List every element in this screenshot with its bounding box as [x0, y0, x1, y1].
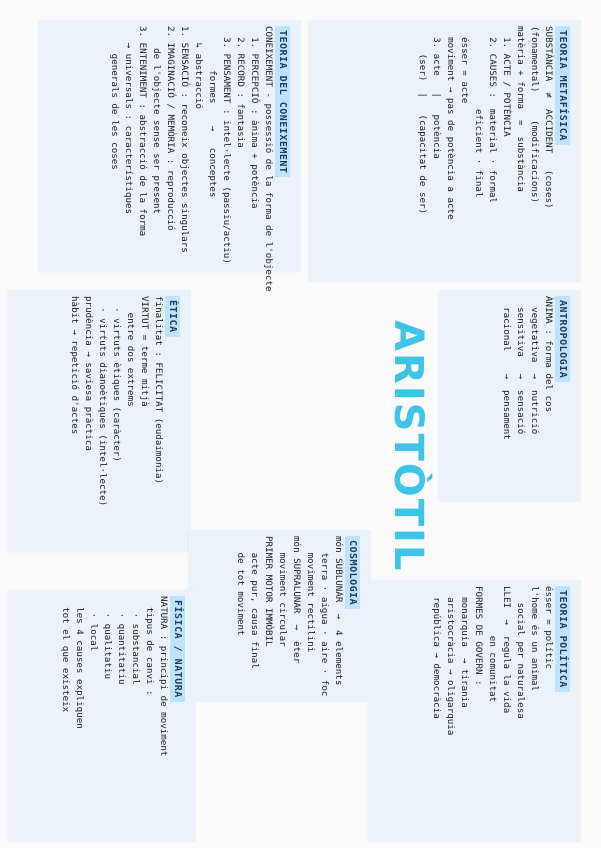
card-heading: COSMOLOGIA [345, 536, 360, 609]
card-line: formes → conceptes [207, 26, 218, 198]
card-line: de tot moviment [235, 536, 246, 636]
card-body [429, 586, 555, 836]
card-teoria-metafisica [309, 20, 581, 282]
card-line: moviment → pas de potència a acte [445, 26, 456, 220]
card-body [58, 596, 170, 836]
card-line: matèria + forma = substància [515, 26, 526, 192]
card-line: moviment circular [277, 536, 288, 647]
card-line: CONEIXEMENT - possessió de la forma de l'objecte [263, 26, 274, 292]
card-line: SUBSTÀNCIA ≠ ACCIDENT (coses) [543, 26, 554, 209]
card-line: de l'objecte sense ser present [151, 26, 162, 215]
card-line: ÀNIMA : forma del cos [543, 296, 554, 413]
card-line: les 4 causes expliquen [74, 596, 85, 729]
card-line: moviment rectilini [305, 536, 316, 653]
card-line: aristocràcia → oligarquia [445, 586, 456, 736]
card-heading: TEORIA POLÍTICA [555, 586, 570, 692]
card-line: prudència → saviesa pràctica [83, 296, 94, 451]
card-body [233, 536, 345, 696]
card-line: · virtuts ètiques (caràcter) [111, 296, 122, 462]
card-line: 2. CAUSES : material · formal [487, 26, 498, 204]
card-teoria-politica [369, 580, 581, 842]
card-line: · local [88, 596, 99, 652]
card-cosmologia [189, 530, 371, 702]
card-teoria-coneixement [39, 20, 301, 292]
card-line: terra · aigua · aire · foc [319, 536, 330, 697]
card-line: tipus de canvi : [144, 596, 155, 696]
card-line: · qualitatiu [102, 596, 113, 679]
card-body [499, 296, 555, 496]
card-line: ésser = acte [459, 26, 470, 104]
card-line: 3. acte | potència [431, 26, 442, 159]
card-line: finalitat : FELICITAT (eudaimonia) [153, 296, 164, 485]
card-line: món SUPRALUNAR → èter [291, 536, 302, 664]
card-line: (ser) | (capacitat de ser) [417, 26, 428, 215]
card-line: l'home és un animal [529, 586, 540, 692]
card-line: sensitiva → sensació [515, 296, 526, 435]
card-line: social per naturalesa [515, 586, 526, 719]
page-title: ARISTÒTIL [385, 320, 431, 573]
card-heading: TEORIA DEL CONEIXEMENT [275, 26, 290, 177]
card-line: hàbit → repetició d'actes [69, 296, 80, 435]
card-line: NATURA : principi de moviment [158, 596, 169, 757]
card-line: · quantitatiu [116, 596, 127, 685]
card-body [415, 26, 555, 276]
card-line: vegetativa → nutrició [529, 296, 540, 435]
card-line: acte pur, causa final [249, 536, 260, 669]
card-line: racional → pensament [501, 296, 512, 440]
card-line: món SUBLUNAR → 4 elements [333, 536, 344, 686]
card-line: (fonamental) (modificacions) [529, 26, 540, 204]
card-line: república → democràcia [431, 586, 442, 719]
card-body [67, 296, 165, 546]
card-line: ↳ abstracció [193, 26, 204, 109]
card-line: PRIMER MOTOR IMMÒBIL [263, 536, 274, 647]
card-line: · virtuts dianoètiques (intel·lecte) [97, 296, 108, 507]
card-line: 1. PERCEPCIÓ : ànima + potència [249, 26, 260, 209]
card-line: tot el que existeix [60, 596, 71, 713]
card-line: VIRTUT = terme mitjà [139, 296, 150, 407]
card-heading: TEORIA METAFÍSICA [555, 26, 570, 145]
card-heading: ÈTICA [165, 296, 180, 337]
card-line: en comunitat [487, 586, 498, 703]
card-heading: FÍSICA / NATURA [170, 596, 185, 702]
card-antropologia [439, 290, 581, 502]
card-line: FORMES DE GOVERN : [473, 586, 484, 686]
card-line: 3. PENSAMENT : intel·lecte (passiu/actiu) [221, 26, 232, 264]
card-heading: ANTROPOLOGIA [555, 296, 570, 382]
card-line: · substancial [130, 596, 141, 685]
card-line: 1. ACTE / POTÈNCIA [501, 26, 512, 137]
card-natura [9, 590, 196, 842]
card-etica [9, 290, 191, 552]
card-line: 3. ENTENIMENT : abstracció de la forma [137, 26, 148, 237]
card-line: monarquia → tirania [459, 586, 470, 708]
card-line: → universals : característiques [123, 26, 134, 215]
card-line: ésser = polític [543, 586, 554, 669]
card-line: 1. SENSACIÓ : reconeix objectes singulars [179, 26, 190, 253]
card-line: LLEI → regula la vida [501, 586, 512, 714]
card-line: 2. RECORD : fantasia [235, 26, 246, 148]
card-line: 2. IMAGINACIÓ / MEMÒRIA : reproducció [165, 26, 176, 231]
card-line: eficient · final [473, 26, 484, 198]
card-line: entre dos extrems [125, 296, 136, 407]
card-body [107, 26, 275, 292]
card-line: generals de les coses [109, 26, 120, 170]
